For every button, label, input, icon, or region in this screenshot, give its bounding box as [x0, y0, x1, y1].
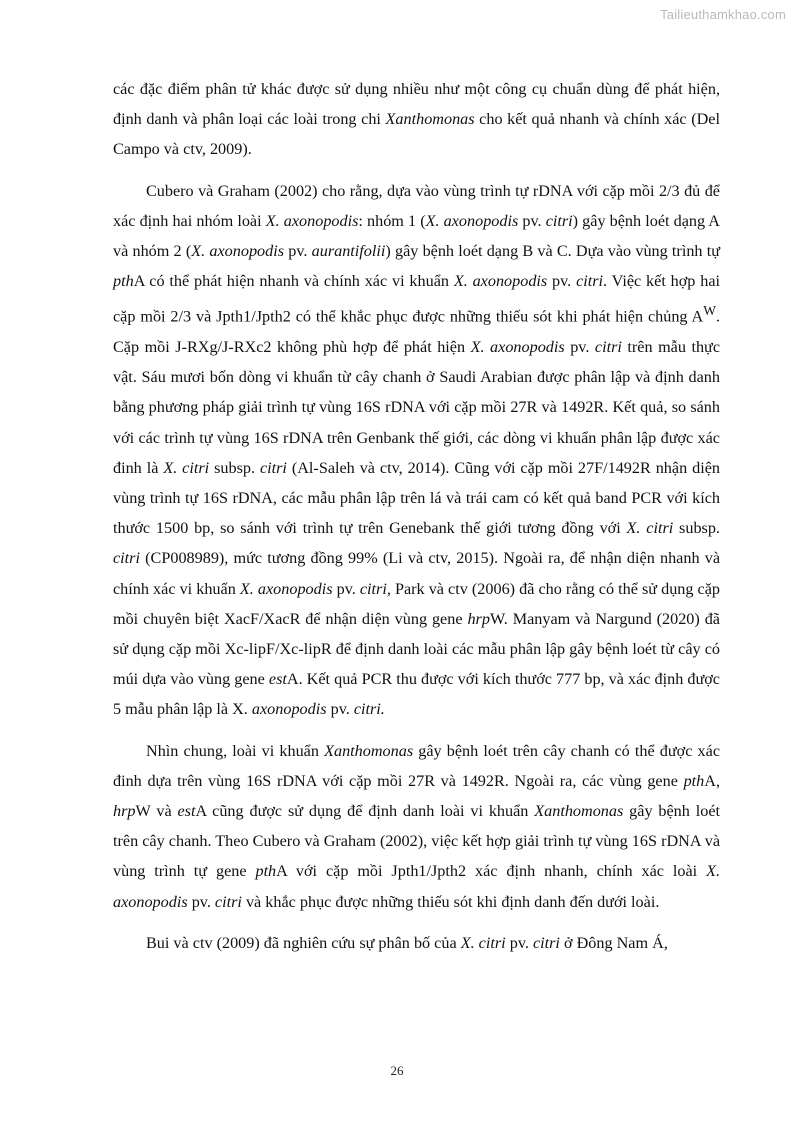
- text-run: subsp.: [209, 458, 260, 477]
- italic-run: hrp: [467, 609, 490, 628]
- text-run: (CP008989), mức tương đồng 99% (Li và ctv, 2015). Ngoài ra, để nhận diện nhanh và chính xác vi khuẩn: [113, 549, 720, 598]
- text-run: pv.: [547, 272, 577, 291]
- italic-run: Xanthomonas: [534, 802, 624, 821]
- italic-run: pth: [113, 272, 134, 291]
- text-run: W và: [135, 802, 178, 821]
- text-run: A. Kết quả PCR thu được với kích thước 777 bp, và xác định được 5 mẫu phân lập là X.: [113, 670, 720, 719]
- italic-run: hrp: [113, 802, 136, 821]
- italic-run: pth: [255, 862, 277, 881]
- text-run: subsp.: [673, 519, 720, 538]
- text-run: pv.: [187, 892, 215, 911]
- watermark-text: Tailieuthamkhao.com: [660, 7, 786, 22]
- text-run: . Cặp mồi J-RXg/J-RXc2 không phù hợp để phát hiện: [113, 307, 720, 357]
- italic-run: pth: [683, 771, 705, 790]
- text-run: Cubero và Graham (2002) cho rằng, dựa vào vùng trình tự rDNA với cặp mồi 2/3 đủ để xác định hai nhóm loài: [113, 181, 720, 230]
- italic-run: X. axonopodis: [470, 338, 565, 357]
- text-run: A,: [704, 771, 720, 790]
- text-run: pv.: [284, 242, 312, 261]
- paragraph-1: [113, 74, 720, 165]
- italic-run: X. axonopodis: [265, 211, 359, 230]
- text-run: A có thể phát hiện nhanh và chính xác vi khuẩn: [133, 272, 454, 291]
- text-run: ở Đông Nam Á,: [559, 933, 668, 952]
- italic-run: est: [268, 670, 287, 689]
- text-run: pv.: [326, 700, 354, 719]
- italic-run: X. citri: [460, 933, 506, 952]
- italic-run: X. axonopodis: [239, 579, 333, 598]
- text-run: gây bệnh loét trên cây chanh có thể được xác đinh dựa trên vùng 16S rDNA với cặp mồi 27R và 1492R. Ngoài ra, các vùng gene: [113, 741, 721, 790]
- italic-run: X. axonopodis: [425, 211, 519, 230]
- paragraph-3: [113, 736, 720, 917]
- text-run: ) gây bệnh loét dạng B và C. Dựa vào vùng trình tự: [385, 242, 720, 261]
- text-run: Bui và ctv (2009) đã nghiên cứu sự phân bố của: [146, 933, 461, 952]
- text-run: pv.: [518, 211, 546, 230]
- italic-run: citri: [214, 892, 242, 911]
- page-number: 26: [390, 1063, 404, 1078]
- text-run: cho kết quả nhanh và chính xác (Del Campo và ctv, 2009).: [113, 110, 720, 159]
- text-run: : nhóm 1 (: [358, 211, 426, 230]
- text-run: Park và ctv (2006) đã cho rằng có thể sử dụng cặp mồi chuyên biệt XacF/XacR để nhận diện vùng gene: [113, 579, 721, 628]
- text-run: Nhìn chung, loài vi khuẩn: [146, 741, 325, 760]
- text-run: W. Manyam và Nargund (2020) đã sử dụng cặp mồi Xc-lipF/Xc-lipR để định danh loài các mẫu phân lập gây bệnh loét từ cây có múi dựa vào vùng gene: [113, 609, 720, 689]
- text-run: và khắc phục được những thiếu sót khi định danh đến dưới loài.: [241, 892, 660, 911]
- text-run: các đặc điểm phân tử khác được sử dụng nhiều như một công cụ chuẩn dùng để phát hiện, định danh và phân loại các loài trong chi: [113, 80, 720, 129]
- superscript-run: W: [703, 303, 716, 319]
- text-run: ) gây bệnh loét dạng A và nhóm 2 (: [113, 211, 720, 261]
- text-run: gây bệnh loét trên cây chanh. Theo Cubero và Graham (2002), việc kết hợp giải trình tự vùng 16S rDNA và vùng trình tự gene: [113, 802, 720, 881]
- italic-run: axonopodis: [251, 700, 327, 719]
- italic-run: citri: [532, 933, 560, 952]
- italic-run: citri: [576, 272, 604, 291]
- italic-run: X. axonopodis: [453, 272, 548, 291]
- italic-run: est: [177, 802, 196, 821]
- italic-run: citri: [113, 549, 140, 568]
- text-run: pv.: [505, 933, 533, 952]
- italic-run: X. citri: [163, 458, 210, 477]
- italic-run: Xanthomonas: [385, 110, 475, 129]
- italic-run: citri: [594, 338, 622, 357]
- italic-run: aurantifolii: [311, 242, 386, 261]
- text-run: (Al-Saleh và ctv, 2014). Cũng với cặp mồi 27F/1492R nhận diện vùng trình tự 16S rDNA, các mẫu phân lập trên lá và trái cam có kết quả band PCR với kích thước 1500 bp, so sánh với trình tự trên Genebank thế giới tương đồng với: [113, 458, 720, 538]
- text-run: A cũng được sử dụng để định danh loài vi khuẩn: [195, 802, 535, 821]
- paragraph-4: [113, 928, 720, 958]
- paragraph-2: [113, 176, 720, 725]
- text-run: pv.: [564, 338, 595, 357]
- italic-run: Xanthomonas: [324, 741, 414, 760]
- text-run: . Việc kết hợp hai cặp mồi 2/3 và Jpth1/Jpth2 có thể khắc phục được những thiếu sót khi phát hiện chủng A: [113, 272, 720, 326]
- italic-run: citri: [259, 458, 287, 477]
- italic-run: citri: [545, 211, 573, 230]
- italic-run: X. axonopodis: [113, 862, 721, 911]
- document-body: [113, 74, 720, 958]
- text-run: trên mẫu thực vật. Sáu mươi bốn dòng vi khuẩn từ cây chanh ở Saudi Arabian được phân lập và định danh bằng phương pháp giải trình tự vùng 16S rDNA với cặp mồi 27R và 1492R. Kết quả, so sánh với các trình tự vùng 16S rDNA trên Genbank thế giới, các dòng vi khuẩn phân lập được xác đinh là: [113, 338, 721, 477]
- italic-run: X. axonopodis: [191, 242, 285, 261]
- text-run: A với cặp mồi Jpth1/Jpth2 xác định nhanh, chính xác loài: [276, 862, 707, 881]
- text-run: pv.: [332, 579, 360, 598]
- italic-run: citri.: [353, 700, 385, 719]
- italic-run: citri,: [359, 579, 391, 598]
- italic-run: X. citri: [626, 519, 674, 538]
